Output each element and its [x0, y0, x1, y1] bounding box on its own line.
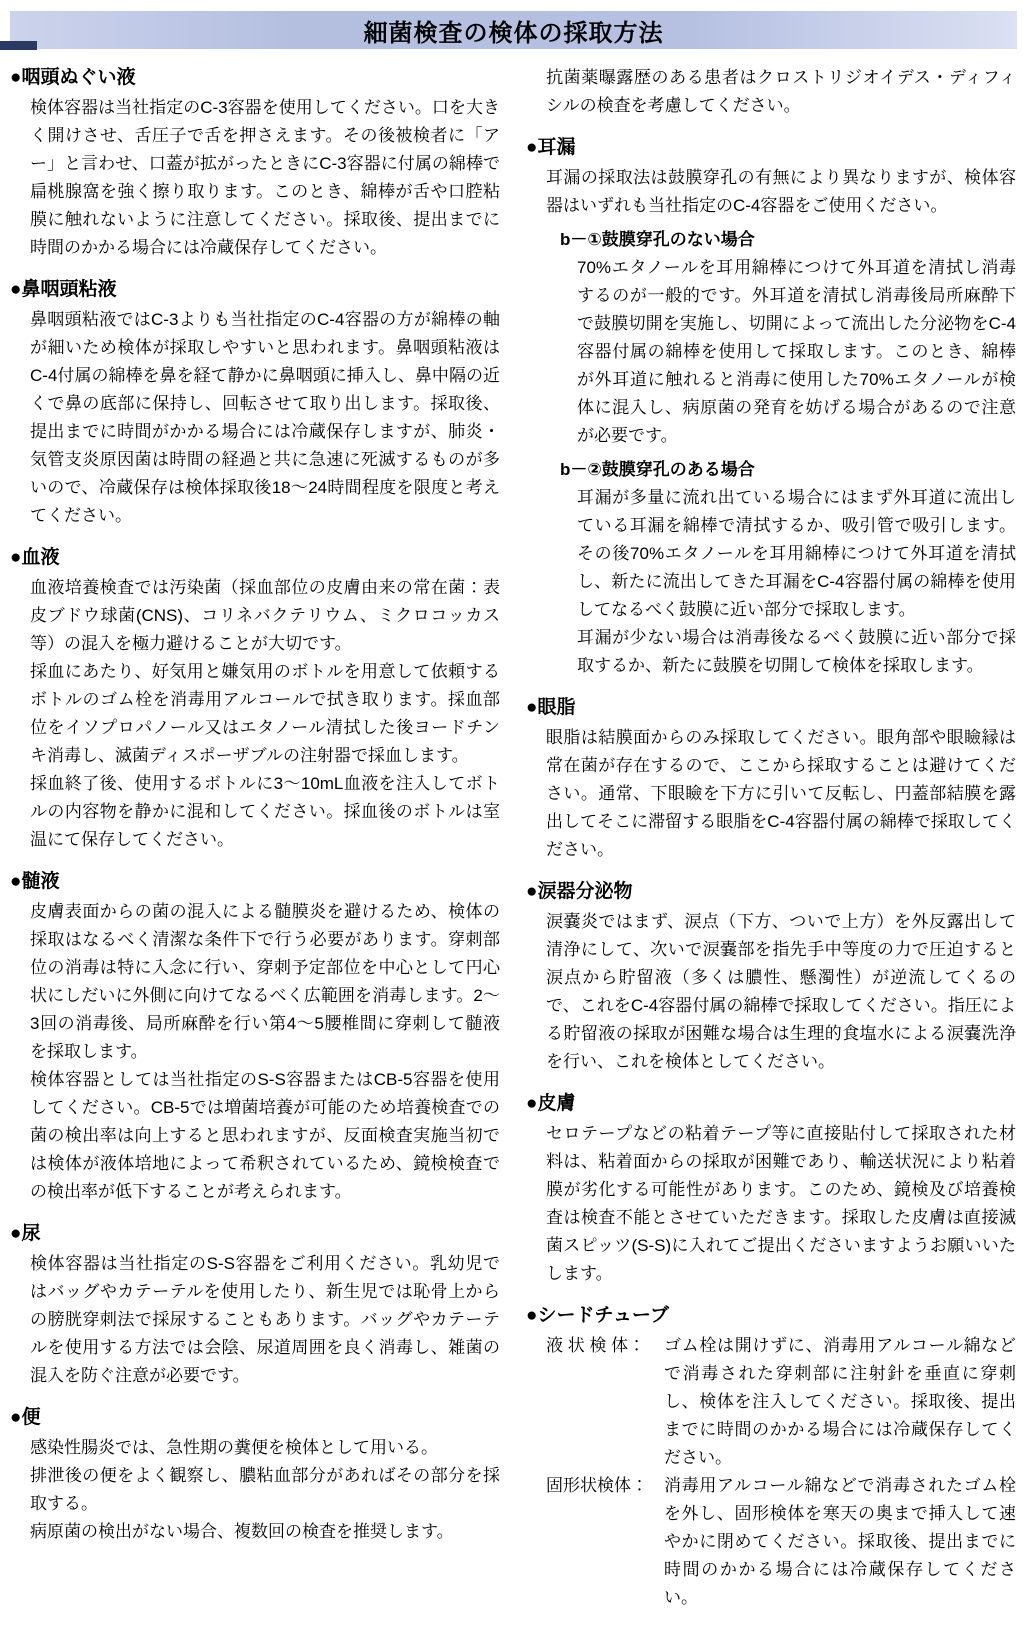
paragraph: 皮膚表面からの菌の混入による髄膜炎を避けるため、検体の採取はなるべく清潔な条件下で行う必要があります。穿刺部位の消毒は特に入念に行い、穿刺予定部位を中心として円心状にしだいに外側に向けてなるべく広範囲を消毒します。2～3回の消毒後、局所麻酔を行い第4～5腰椎間に穿刺して髄液を採取します。 — [30, 902, 500, 1061]
section-heading: ●尿 — [10, 1223, 41, 1244]
paragraph: 鼻咽頭粘液ではC-3よりも当社指定のC-4容器の方が綿棒の軸が細いため検体が採取しやすいと思われます。鼻咽頭粘液はC-4付属の綿棒を鼻を経て静かに鼻咽頭に挿入し、鼻中隔の近くで鼻の底部に保持し、回転させて取り出します。採取後、提出までに時間がかかる場合には冷蔵保存しますが、肺炎・気管支炎原因菌は時間の経過と共に急速に死滅するものが多いので、冷蔵保存は検体採取後18～24時間程度を限度と考えてください。 — [30, 310, 500, 525]
section-lacrimal-secretions — [526, 878, 1016, 1076]
subsection-heading: b－②鼓膜穿孔のある場合 — [560, 460, 755, 479]
specimen-instructions: ゴム栓は開けずに、消毒用アルコール綿などで消毒された穿刺部に注射針を垂直に穿刺し、検体を注入してください。採取後、提出までに時間のかかる場合には冷蔵保存してください。 — [664, 1336, 1016, 1467]
specimen-type-label: 固形状検体： — [546, 1476, 648, 1495]
document-header — [0, 0, 1027, 56]
section-heading: ●眼脂 — [526, 697, 576, 718]
paragraph: 70%エタノールを耳用綿棒につけて外耳道を清拭し消毒するのが一般的です。外耳道を清拭し消毒後局所麻酔下で鼓膜切開を実施し、切開によって流出した分泌物をC-4容器付属の綿棒を使用して採取します。このとき、綿棒が外耳道に触れると消毒に使用した70%エタノールが検体に混入し、病原菌の発育を妨げる場合があるので注意が必要です。 — [577, 258, 1016, 445]
subsection-heading: b－①鼓膜穿孔のない場合 — [560, 230, 755, 249]
section-stool — [10, 1404, 500, 1546]
header-accent-bar — [0, 41, 37, 50]
subsection-with-tympanic-perforation — [526, 456, 1016, 680]
seed-tube-solid-specimen-row — [526, 1472, 1016, 1612]
section-urine — [10, 1220, 500, 1390]
paragraph: 検体容器は当社指定のC-3容器を使用してください。口を大きく開けさせ、舌圧子で舌を押さえます。その後被検者に「アー」と言わせ、口蓋が拡がったときにC-3容器に付属の綿棒で扁桃腺窩を強く擦り取ります。このとき、綿棒が舌や口腔粘膜に触れないように注意してください。採取後、提出までに時間のかかる場合には冷蔵保存してください。 — [30, 98, 500, 257]
paragraph: 感染性腸炎では、急性期の糞便を検体として用いる。 — [30, 1438, 438, 1457]
paragraph: 採血終了後、使用するボトルに3～10mL血液を注入してボトルの内容物を静かに混和してください。採血後のボトルは室温にて保存してください。 — [30, 774, 500, 849]
header-band — [10, 11, 1017, 49]
seed-tube-liquid-specimen-row — [526, 1332, 1016, 1472]
specimen-instructions: 消毒用アルコール綿などで消毒されたゴム栓を外し、固形検体を寒天の奥まで挿入して速やかに閉めてください。採取後、提出までに時間のかかる場合には冷蔵保存してください。 — [664, 1476, 1016, 1607]
section-heading: ●便 — [10, 1407, 41, 1428]
section-heading: ●涙器分泌物 — [526, 881, 633, 902]
paragraph: 排泄後の便をよく観察し、膿粘血部分があればその部分を採取する。 — [30, 1466, 500, 1513]
paragraph: セロテープなどの粘着テープ等に直接貼付して採取された材料は、粘着面からの採取が困難であり、輸送状況により粘着膜が劣化する可能性があります。このため、鏡検及び培養検査は検査不能とさせていただきます。採取した皮膚は直接滅菌スピッツ(S-S)に入れてご提出くださいますようお願いいたします。 — [546, 1124, 1016, 1283]
section-heading: ●皮膚 — [526, 1093, 576, 1114]
section-csf — [10, 868, 500, 1206]
paragraph: 耳漏の採取法は鼓膜穿孔の有無により異なりますが、検体容器はいずれも当社指定のC-4容器をご使用ください。 — [546, 168, 1016, 215]
section-heading: ●鼻咽頭粘液 — [10, 279, 117, 300]
paragraph: 耳漏が多量に流れ出ている場合にはまず外耳道に流出している耳漏を綿棒で清拭するか、吸引管で吸引します。その後70%エタノールを耳用綿棒につけて外耳道を清拭し、新たに流出してきた耳漏をC-4容器付属の綿棒を使用してなるべく鼓膜に近い部分で採取します。 — [577, 488, 1016, 619]
paragraph: 検体容器としては当社指定のS-S容器またはCB-5容器を使用してください。CB-5では増菌培養が可能のため培養検査での菌の検出率は向上すると思われますが、反面検査実施当初では検体が液体培地によって希釈されているため、鏡検検査での検出率が低下することが考えられます。 — [30, 1070, 500, 1201]
section-pharyngeal-swab — [10, 64, 500, 262]
section-heading: ●シードチューブ — [526, 1305, 669, 1326]
content-columns — [0, 56, 1027, 1612]
paragraph: 抗菌薬曝露歴のある患者はクロストリジオイデス・ディフィシルの検査を考慮してください。 — [546, 68, 1016, 115]
subsection-without-tympanic-perforation — [526, 226, 1016, 450]
paragraph: 耳漏が少ない場合は消毒後なるべく鼓膜に近い部分で採取するか、新たに鼓膜を切開して検体を採取します。 — [577, 628, 1016, 675]
section-heading: ●髄液 — [10, 871, 60, 892]
stool-section-continuation — [526, 64, 1016, 120]
right-column — [526, 64, 1016, 1612]
paragraph: 採血にあたり、好気用と嫌気用のボトルを用意して依頼するボトルのゴム栓を消毒用アルコールで拭き取ります。採血部位をイソプロパノール又はエタノール清拭した後ヨードチンキ消毒し、滅菌ディスポーザブルの注射器で採血します。 — [30, 662, 500, 765]
page-title: 細菌検査の検体の採取方法 — [363, 19, 664, 47]
section-blood — [10, 544, 500, 854]
paragraph: 涙嚢炎ではまず、涙点（下方、ついで上方）を外反露出して清浄にして、次いで涙嚢部を指先手中等度の力で圧迫すると涙点から貯留液（多くは膿性、懸濁性）が逆流してくるので、これをC-4容器付属の綿棒で採取してください。指圧による貯留液の採取が困難な場合は生理的食塩水による涙嚢洗浄を行い、これを検体としてください。 — [546, 912, 1016, 1071]
paragraph: 眼脂は結膜面からのみ採取してください。眼角部や眼瞼縁は常在菌が存在するので、ここから採取することは避けてください。通常、下眼瞼を下方に引いて反転し、円蓋部結膜を露出してそこに滞留する眼脂をC-4容器付属の綿棒で採取してください。 — [546, 728, 1016, 859]
section-nasopharyngeal-mucus — [10, 276, 500, 530]
left-column — [10, 64, 500, 1612]
paragraph: 検体容器は当社指定のS-S容器をご利用ください。乳幼児ではバッグやカテーテルを使用したり、新生児では恥骨上からの膀胱穿刺法で採尿することもあります。バッグやカテーテルを使用する方法では会陰、尿道周囲を良く消毒し、雑菌の混入を防ぐ注意が必要です。 — [30, 1254, 500, 1385]
section-eye-discharge — [526, 694, 1016, 864]
section-seed-tube — [526, 1302, 1016, 1612]
section-heading: ●耳漏 — [526, 137, 576, 158]
paragraph: 病原菌の検出がない場合、複数回の検査を推奨します。 — [30, 1522, 454, 1541]
section-heading: ●血液 — [10, 547, 60, 568]
section-ear-discharge — [526, 134, 1016, 680]
section-heading: ●咽頭ぬぐい液 — [10, 67, 136, 88]
paragraph: 血液培養検査では汚染菌（採血部位の皮膚由来の常在菌：表皮ブドウ球菌(CNS)、コリネバクテリウム、ミクロコッカス等）の混入を極力避けることが大切です。 — [30, 578, 500, 653]
specimen-type-label: 液 状 検 体： — [546, 1336, 646, 1355]
section-skin — [526, 1090, 1016, 1288]
